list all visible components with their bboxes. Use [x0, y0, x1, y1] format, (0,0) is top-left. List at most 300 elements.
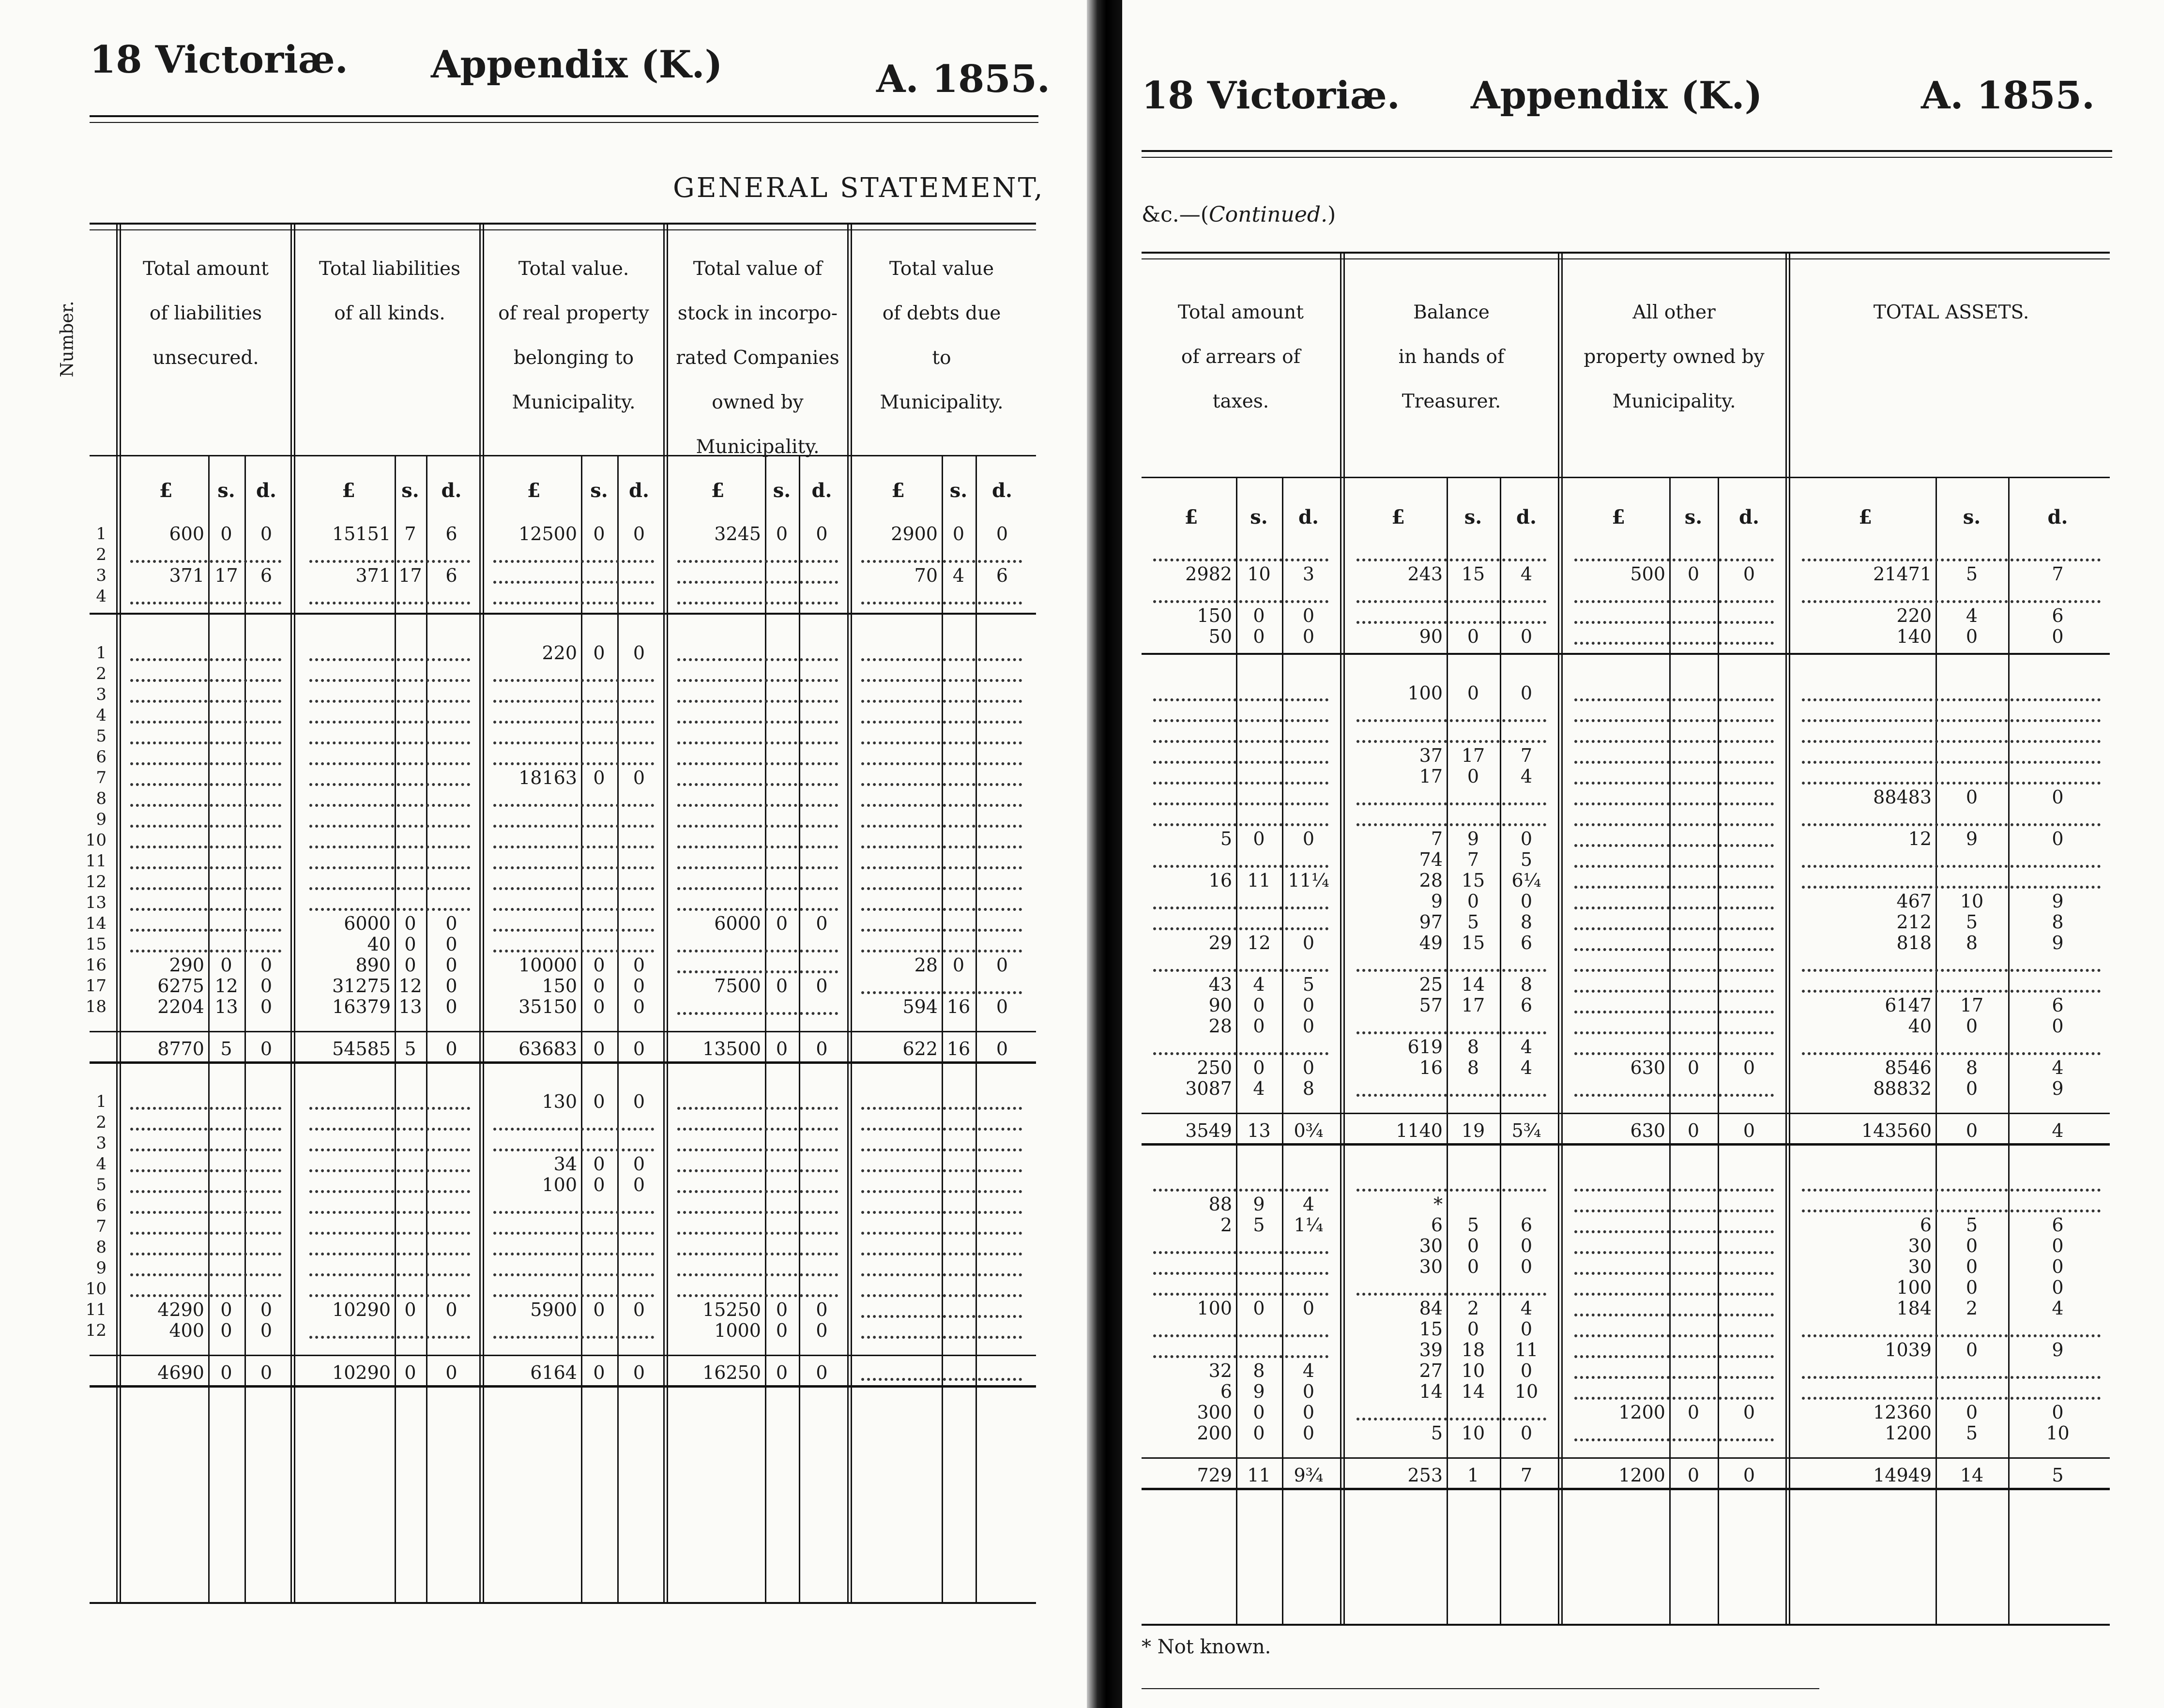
shillings-value: 0 — [593, 1153, 605, 1175]
pounds-value: 2900 — [891, 523, 938, 544]
total-pounds: 622 — [902, 1038, 938, 1059]
dotted-leader — [1356, 1418, 1546, 1421]
dotted-leader — [309, 1190, 470, 1193]
column-header-line: of arrears of — [1181, 346, 1301, 368]
dotted-leader — [493, 721, 654, 724]
dotted-leader — [1802, 719, 2101, 722]
column-header-line: Total amount — [1178, 302, 1304, 323]
dotted-leader — [309, 658, 470, 661]
total-pounds: 3549 — [1185, 1120, 1232, 1141]
shillings-value: 14 — [1461, 1381, 1485, 1402]
dotted-leader — [1574, 927, 1774, 930]
dotted-leader — [1574, 1052, 1774, 1055]
total-pence: 0¾ — [1294, 1120, 1324, 1141]
dotted-leader — [493, 1211, 654, 1214]
row-number: 1 — [96, 524, 107, 544]
row-number: 1 — [96, 643, 107, 663]
dotted-leader — [1153, 1189, 1328, 1192]
column-header-4 — [671, 247, 845, 469]
pence-value: 0 — [1302, 1422, 1315, 1444]
pence-value: 11¼ — [1288, 870, 1329, 891]
pence-value: 0 — [996, 996, 1008, 1017]
dotted-leader — [309, 602, 470, 605]
pounds-value: 2204 — [157, 996, 204, 1017]
shillings-value: 0 — [593, 1299, 605, 1320]
pence-value: 6 — [1520, 995, 1533, 1016]
shillings-value: 8 — [1966, 1057, 1978, 1078]
dotted-leader — [1574, 782, 1774, 785]
shillings-value: 0 — [776, 913, 788, 934]
pounds-value: 371 — [355, 565, 391, 586]
pence-unit: d. — [1739, 506, 1759, 529]
right-appendix-header: Appendix (K.) — [1471, 74, 1763, 118]
pence-value: 0 — [1520, 828, 1533, 849]
total-shillings: 5 — [220, 1038, 232, 1059]
dotted-leader — [130, 1273, 281, 1276]
shillings-value: 10 — [1247, 563, 1271, 585]
dotted-leader — [677, 804, 838, 807]
total-shillings: 13 — [1247, 1120, 1271, 1141]
dotted-leader — [130, 950, 281, 952]
pence-value: 6 — [2052, 605, 2064, 626]
pence-value: 0 — [260, 954, 273, 976]
pounds-value: 12360 — [1873, 1402, 1932, 1423]
column-divider — [116, 223, 121, 1602]
shillings-value: 0 — [1253, 1015, 1265, 1037]
shillings-value: 0 — [593, 975, 605, 997]
column-header-line: Municipality. — [512, 392, 636, 413]
dotted-leader — [1802, 990, 2101, 993]
dotted-leader — [677, 602, 838, 605]
dotted-leader — [493, 908, 654, 911]
pounds-value: 30 — [1419, 1235, 1443, 1256]
dotted-leader — [130, 846, 281, 848]
dotted-leader — [1802, 886, 2101, 889]
dotted-leader — [1153, 719, 1328, 722]
dotted-leader — [677, 950, 838, 952]
pounds-value: 100 — [1407, 682, 1443, 704]
pounds-value: 220 — [1896, 605, 1932, 626]
section-end-rule — [1142, 653, 2110, 655]
shillings-value: 11 — [1247, 870, 1271, 891]
shillings-value: 14 — [1461, 974, 1485, 995]
dotted-leader — [861, 741, 1022, 744]
pounds-value: 7 — [1431, 828, 1443, 849]
shillings-value: 0 — [1253, 605, 1265, 626]
section-end-rule — [90, 1061, 1036, 1064]
pounds-value: 1200 — [1618, 1402, 1665, 1423]
dotted-leader — [493, 1336, 654, 1339]
pounds-value: 30 — [1908, 1235, 1932, 1256]
pounds-value: 890 — [355, 954, 391, 976]
dotted-leader — [1153, 1251, 1328, 1254]
dotted-leader — [861, 1149, 1022, 1151]
dotted-leader — [1574, 1209, 1774, 1212]
pence-unit: d. — [2047, 506, 2068, 529]
pence-value: 6 — [1520, 932, 1533, 953]
dotted-leader — [309, 866, 470, 869]
pounds-value: 4290 — [157, 1299, 204, 1320]
shillings-value: 2 — [1467, 1298, 1479, 1319]
column-header-line: of liabilities — [149, 302, 262, 324]
pounds-value: 16 — [1419, 1057, 1443, 1078]
pence-value: 7 — [2052, 563, 2064, 585]
pence-unit: d. — [256, 479, 276, 502]
shillings-value: 18 — [1461, 1339, 1485, 1360]
left-year-header: A. 1855. — [876, 57, 1051, 101]
dotted-leader — [861, 721, 1022, 724]
dotted-leader — [309, 1128, 470, 1131]
shillings-value: 4 — [952, 565, 965, 586]
dotted-leader — [493, 804, 654, 807]
pence-value: 0 — [816, 1299, 828, 1320]
dotted-leader — [861, 887, 1022, 890]
dotted-leader — [309, 1107, 470, 1110]
total-pounds: 54585 — [332, 1038, 391, 1059]
total-pounds: 4690 — [157, 1362, 204, 1383]
pence-value: 0 — [445, 913, 457, 934]
dotted-leader — [861, 908, 1022, 911]
column-header-line: to — [932, 347, 951, 369]
shillings-value: 8 — [1467, 1057, 1479, 1078]
column-header-line: Municipality. — [1612, 391, 1736, 412]
pence-value: 0 — [1743, 563, 1755, 585]
pence-value: 0 — [2052, 786, 2064, 808]
dotted-leader — [1802, 782, 2101, 785]
dotted-leader — [677, 1253, 838, 1255]
pence-divider — [1718, 477, 1719, 1624]
dotted-leader — [1153, 1052, 1328, 1055]
pounds-value: 6000 — [344, 913, 391, 934]
row-number: 2 — [96, 1113, 107, 1132]
total-shillings: 0 — [1687, 1465, 1700, 1486]
dotted-leader — [1153, 927, 1328, 930]
column-header-line: All other — [1632, 302, 1716, 323]
shillings-value: 0 — [1966, 1078, 1978, 1099]
pence-value: 0 — [2052, 1277, 2064, 1298]
pence-value: 10 — [2046, 1422, 2070, 1444]
pounds-value: 150 — [1197, 605, 1232, 626]
column-header-line: Total amount — [143, 258, 269, 280]
pence-value: 9 — [2052, 891, 2064, 912]
pence-value: 0 — [260, 523, 273, 544]
row-number: 7 — [96, 768, 107, 787]
total-pence: 5¾ — [1511, 1120, 1541, 1141]
dotted-leader — [130, 1232, 281, 1235]
pounds-value: 29 — [1208, 932, 1232, 953]
dotted-leader — [493, 866, 654, 869]
shillings-value: 4 — [1966, 605, 1978, 626]
column-header-3 — [1568, 290, 1781, 424]
pence-value: 0 — [816, 523, 828, 544]
dotted-leader — [677, 1149, 838, 1151]
dotted-leader — [1802, 969, 2101, 972]
shillings-value: 0 — [1467, 682, 1479, 704]
shillings-value: 0 — [404, 913, 416, 934]
dotted-leader — [861, 1169, 1022, 1172]
column-header-line: belonging to — [513, 347, 634, 369]
column-divider — [1785, 252, 1790, 1624]
total-pence: 0 — [445, 1038, 457, 1059]
dotted-leader — [130, 560, 281, 563]
pence-value: 6¼ — [1511, 870, 1541, 891]
left-appendix-header: Appendix (K.) — [431, 43, 723, 87]
dotted-leader — [1574, 1355, 1774, 1358]
pounds-value: * — [1433, 1194, 1443, 1215]
dotted-leader — [1802, 865, 2101, 868]
dotted-leader — [1574, 1272, 1774, 1275]
shillings-value: 4 — [1253, 1078, 1265, 1099]
total-pounds: 1200 — [1618, 1465, 1665, 1486]
column-header-1 — [123, 247, 288, 380]
pence-value: 0 — [633, 642, 645, 664]
pounds-value: 400 — [169, 1320, 204, 1341]
dotted-leader — [1574, 1031, 1774, 1034]
total-pounds: 8770 — [157, 1038, 204, 1059]
pounds-value: 2 — [1220, 1214, 1232, 1236]
pence-divider — [617, 455, 619, 1602]
column-divider — [479, 223, 484, 1602]
column-header-2 — [303, 247, 477, 336]
pounds-value: 100 — [1197, 1298, 1232, 1319]
pence-value: 0 — [1520, 1256, 1533, 1277]
column-divider — [290, 223, 295, 1602]
dotted-leader — [130, 1253, 281, 1255]
shillings-value: 0 — [404, 1299, 416, 1320]
pounds-value: 1039 — [1885, 1339, 1932, 1360]
pounds-value: 40 — [367, 934, 391, 955]
dotted-leader — [861, 783, 1022, 786]
shillings-value: 0 — [1687, 563, 1700, 585]
dotted-leader — [677, 741, 838, 744]
dotted-leader — [309, 721, 470, 724]
row-number: 17 — [85, 976, 107, 996]
shillings-value: 0 — [952, 523, 965, 544]
shillings-value: 4 — [1253, 974, 1265, 995]
pounds-value: 14 — [1419, 1381, 1443, 1402]
pounds-value: 9 — [1431, 891, 1443, 912]
table-top-border-thin — [90, 229, 1036, 230]
pounds-value: 74 — [1419, 849, 1443, 870]
pounds-value: 140 — [1896, 626, 1932, 647]
pence-value: 0 — [1302, 828, 1315, 849]
pence-value: 0 — [1743, 1402, 1755, 1423]
row-number: 11 — [85, 1300, 107, 1319]
dotted-leader — [1574, 948, 1774, 951]
section-total-rule — [90, 1031, 1036, 1032]
shilling-unit: s. — [217, 479, 235, 502]
dotted-leader — [677, 762, 838, 765]
dotted-leader — [1574, 1094, 1774, 1097]
dotted-leader — [677, 970, 838, 973]
shillings-value: 0 — [1253, 626, 1265, 647]
dotted-leader — [309, 1232, 470, 1235]
dotted-leader — [677, 1128, 838, 1131]
total-shillings: 0 — [1687, 1120, 1700, 1141]
pence-divider — [426, 455, 427, 1602]
pence-value: 4 — [1302, 1360, 1315, 1381]
pence-value: 4 — [1520, 766, 1533, 787]
column-header-3 — [487, 247, 661, 425]
dotted-leader — [1802, 1189, 2101, 1192]
dotted-leader — [309, 560, 470, 563]
dotted-leader — [861, 1336, 1022, 1339]
pence-value: 0 — [445, 975, 457, 997]
total-pence: 0 — [1743, 1465, 1755, 1486]
pence-value: 0 — [1302, 932, 1315, 953]
pounds-value: 212 — [1896, 911, 1932, 933]
shilling-unit: s. — [1464, 506, 1482, 529]
dotted-leader — [130, 679, 281, 682]
dotted-leader — [493, 950, 654, 952]
dotted-leader — [1153, 1355, 1328, 1358]
dotted-leader — [677, 1294, 838, 1297]
shillings-value: 9 — [1966, 828, 1978, 849]
table-top-border-thin — [1142, 258, 2110, 259]
dotted-leader — [1574, 907, 1774, 909]
pounds-value: 300 — [1197, 1402, 1232, 1423]
total-shillings: 0 — [1966, 1120, 1978, 1141]
dotted-leader — [309, 908, 470, 911]
dotted-leader — [861, 866, 1022, 869]
dotted-leader — [1356, 969, 1546, 972]
shilling-unit: s. — [1963, 506, 1981, 529]
dotted-leader — [309, 804, 470, 807]
dotted-leader — [861, 679, 1022, 682]
dotted-leader — [861, 762, 1022, 765]
table-top-border — [90, 223, 1036, 225]
pence-value: 0 — [2052, 626, 2064, 647]
header-bottom-rule — [1142, 477, 2110, 478]
column-header-line: rated Companies — [676, 347, 839, 369]
book-gutter — [1087, 0, 1122, 1708]
dotted-leader — [1802, 740, 2101, 743]
shillings-value: 10 — [1461, 1360, 1485, 1381]
shilling-unit: s. — [1684, 506, 1703, 529]
total-pence: 9¾ — [1294, 1465, 1324, 1486]
pence-value: 9 — [2052, 1339, 2064, 1360]
total-pence: 0 — [816, 1038, 828, 1059]
section-total-rule — [90, 1355, 1036, 1356]
pence-value: 0 — [1302, 1057, 1315, 1078]
shilling-unit: s. — [590, 479, 608, 502]
shillings-value: 0 — [593, 642, 605, 664]
dotted-leader — [493, 602, 654, 605]
pounds-value: 17 — [1419, 766, 1443, 787]
dotted-leader — [861, 950, 1022, 952]
dotted-leader — [1574, 1251, 1774, 1254]
dotted-leader — [677, 908, 838, 911]
total-pounds: 253 — [1407, 1465, 1443, 1486]
section-end-rule — [90, 1385, 1036, 1388]
dotted-leader — [130, 762, 281, 765]
shillings-value: 17 — [1960, 995, 1984, 1016]
row-number: 9 — [96, 1258, 107, 1278]
dotted-leader — [1574, 1438, 1774, 1441]
dotted-leader — [1802, 823, 2101, 826]
pence-value: 0 — [445, 934, 457, 955]
row-number: 11 — [85, 851, 107, 871]
dotted-leader — [493, 741, 654, 744]
total-shillings: 0 — [776, 1362, 788, 1383]
dotted-leader — [1153, 782, 1328, 785]
pence-unit: d. — [1298, 506, 1319, 529]
dotted-leader — [861, 1294, 1022, 1297]
pence-value: 0 — [633, 1299, 645, 1320]
dotted-leader — [1356, 740, 1546, 743]
dotted-leader — [861, 1190, 1022, 1193]
pounds-value: 100 — [1896, 1277, 1932, 1298]
pounds-value: 10290 — [332, 1299, 391, 1320]
general-statement-title: GENERAL STATEMENT, — [673, 172, 1045, 204]
header-bottom-rule — [90, 455, 1036, 456]
dotted-leader — [861, 1378, 1022, 1381]
dotted-leader — [1574, 865, 1774, 868]
dotted-leader — [130, 1169, 281, 1172]
row-number: 12 — [85, 1321, 107, 1340]
row-number: 5 — [96, 726, 107, 746]
column-header-line: stock in incorpo- — [677, 302, 838, 324]
shillings-value: 0 — [1253, 828, 1265, 849]
pounds-value: 500 — [1630, 563, 1665, 585]
dotted-leader — [1802, 600, 2101, 603]
dotted-leader — [130, 700, 281, 703]
pence-value: 0 — [1520, 1318, 1533, 1340]
dotted-leader — [1574, 990, 1774, 993]
pence-value: 0 — [445, 954, 457, 976]
dotted-leader — [1574, 886, 1774, 889]
shillings-value: 17 — [214, 565, 238, 586]
continued-word: Continued. — [1208, 202, 1328, 227]
pence-value: 4 — [1302, 1194, 1315, 1215]
pounds-value: 619 — [1407, 1036, 1443, 1058]
pence-value: 6 — [996, 565, 1008, 586]
dotted-leader — [493, 1294, 654, 1297]
dotted-leader — [1574, 802, 1774, 805]
shillings-value: 0 — [220, 523, 232, 544]
total-shillings: 0 — [220, 1362, 232, 1383]
left-session-header: 18 Victoriæ. — [90, 38, 348, 82]
dotted-leader — [677, 825, 838, 828]
pounds-value: 290 — [169, 954, 204, 976]
pence-value: 0 — [1302, 626, 1315, 647]
dotted-leader — [861, 991, 1022, 994]
shillings-value: 8 — [1966, 932, 1978, 953]
column-header-line: TOTAL ASSETS. — [1873, 302, 2029, 323]
pounds-value: 30 — [1908, 1256, 1932, 1277]
row-number: 10 — [85, 831, 107, 850]
dotted-leader — [309, 783, 470, 786]
total-pence: 0 — [445, 1362, 457, 1383]
shilling-divider — [395, 455, 396, 1602]
right-session-header: 18 Victoriæ. — [1142, 74, 1400, 118]
shillings-value: 0 — [593, 523, 605, 544]
dotted-leader — [1153, 823, 1328, 826]
dotted-leader — [1574, 1293, 1774, 1296]
dotted-leader — [1574, 600, 1774, 603]
dotted-leader — [130, 1294, 281, 1297]
dotted-leader — [861, 1107, 1022, 1110]
dotted-leader — [309, 846, 470, 848]
dotted-leader — [1574, 642, 1774, 645]
section-total-rule — [1142, 1457, 2110, 1459]
right-year-header: A. 1855. — [1921, 74, 2095, 118]
dotted-leader — [130, 1149, 281, 1151]
dotted-leader — [1153, 740, 1328, 743]
dotted-leader — [130, 602, 281, 605]
column-header-4 — [1795, 290, 2107, 335]
shillings-value: 13 — [214, 996, 238, 1017]
